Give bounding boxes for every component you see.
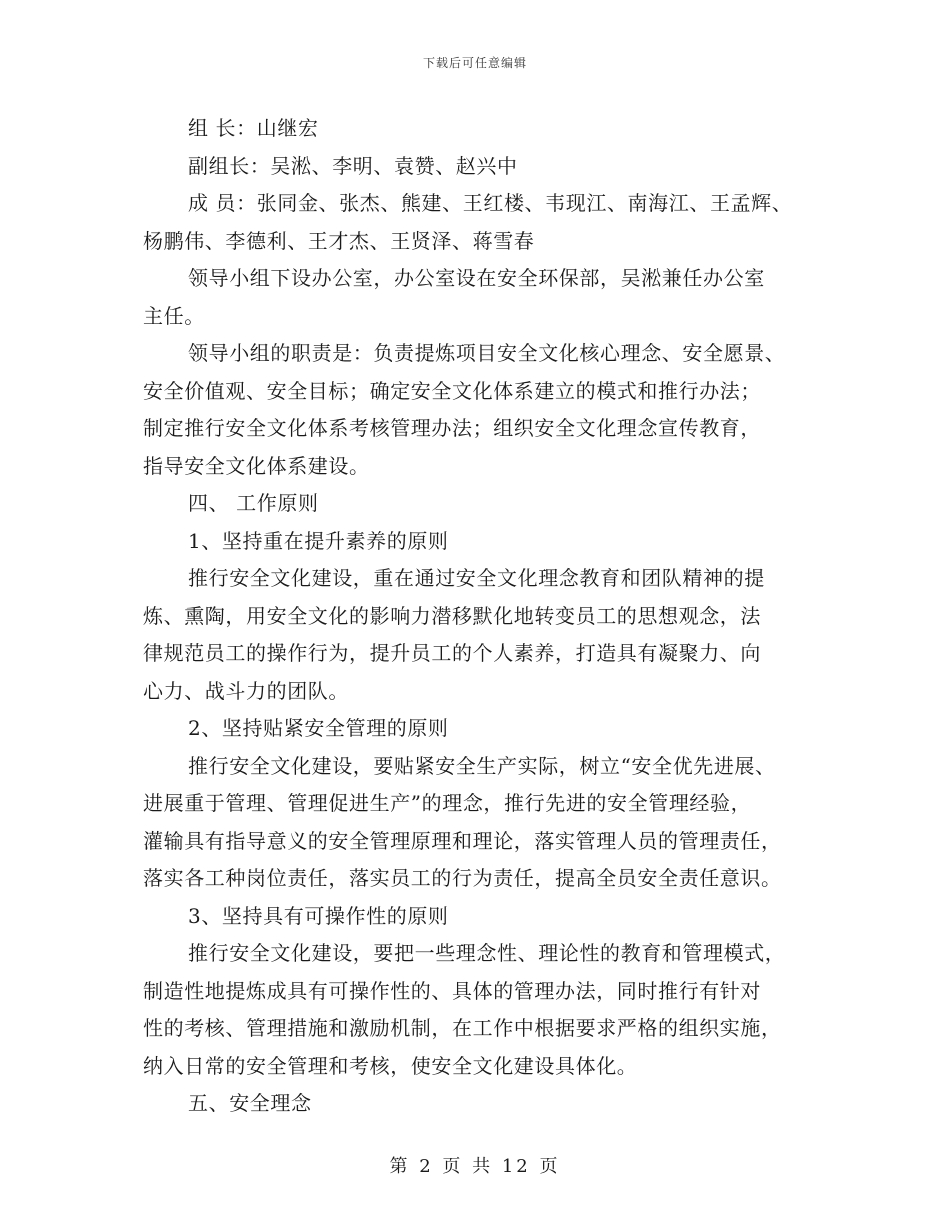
text-line: 灌输具有指导意义的安全管理原理和理论，落实管理人员的管理责任， xyxy=(143,828,782,853)
text-line: 纳入日常的安全管理和考核，使安全文化建设具体化。 xyxy=(143,1053,638,1078)
text-line: 进展重于管理、管理促进生产”的理念，推行先进的安全管理经验， xyxy=(143,791,752,815)
text-line: 制定推行安全文化体系考核管理办法；组织安全文化理念宣传教育， xyxy=(143,416,761,440)
text-line: 推行安全文化建设，重在通过安全文化理念教育和团队精神的提 xyxy=(188,566,765,590)
text-line: 推行安全文化建设，要把一些理念性、理论性的教育和管理模式， xyxy=(188,941,786,965)
text-line: 主任。 xyxy=(143,303,205,328)
document-body xyxy=(143,110,823,1123)
section-heading: 四、 工作原则 xyxy=(188,491,319,515)
text-line: 制造性地提炼成具有可操作性的、具体的管理办法，同时推行有针对 xyxy=(143,978,761,1003)
text-line: 副组长：吴淞、李明、袁赞、赵兴中 xyxy=(188,153,518,178)
subsection-heading: 3、坚持具有可操作性的原则 xyxy=(188,903,449,928)
text-line: 律规范员工的操作行为，提升员工的个人素养，打造具有凝聚力、向 xyxy=(143,641,761,665)
text-line: 领导小组的职责是：负责提炼项目安全文化核心理念、安全愿景、 xyxy=(188,341,786,365)
text-line: 落实各工种岗位责任，落实员工的行为责任，提高全员安全责任意识。 xyxy=(143,866,782,890)
text-line: 炼、熏陶，用安全文化的影响力潜移默化地转变员工的思想观念，法 xyxy=(143,603,761,628)
text-line: 成 员：张同金、张杰、熊建、王红楼、韦现江、南海江、王孟辉、 xyxy=(188,191,793,215)
section-heading: 五、安全理念 xyxy=(188,1091,312,1115)
text-line: 指导安全文化体系建设。 xyxy=(143,453,370,478)
text-line: 推行安全文化建设，要贴紧安全生产实际，树立“安全优先进展、 xyxy=(188,753,776,778)
subsection-heading: 1、坚持重在提升素养的原则 xyxy=(188,528,449,553)
page-number-footer: 第 2 页 共 12 页 xyxy=(389,1156,561,1177)
text-line: 杨鹏伟、李德利、王才杰、王贤泽、蒋雪春 xyxy=(143,228,535,253)
page-header-note: 下载后可任意编辑 xyxy=(422,56,527,70)
text-line: 领导小组下设办公室，办公室设在安全环保部，吴淞兼任办公室 xyxy=(188,266,765,290)
text-line: 安全价值观、安全目标；确定安全文化体系建立的模式和推行办法； xyxy=(143,378,761,403)
subsection-heading: 2、坚持贴紧安全管理的原则 xyxy=(188,716,449,740)
text-line: 组 长：山继宏 xyxy=(188,116,319,140)
text-line: 心力、战斗力的团队。 xyxy=(143,678,349,703)
text-line: 性的考核、管理措施和激励机制，在工作中根据要求严格的组织实施， xyxy=(143,1016,782,1040)
